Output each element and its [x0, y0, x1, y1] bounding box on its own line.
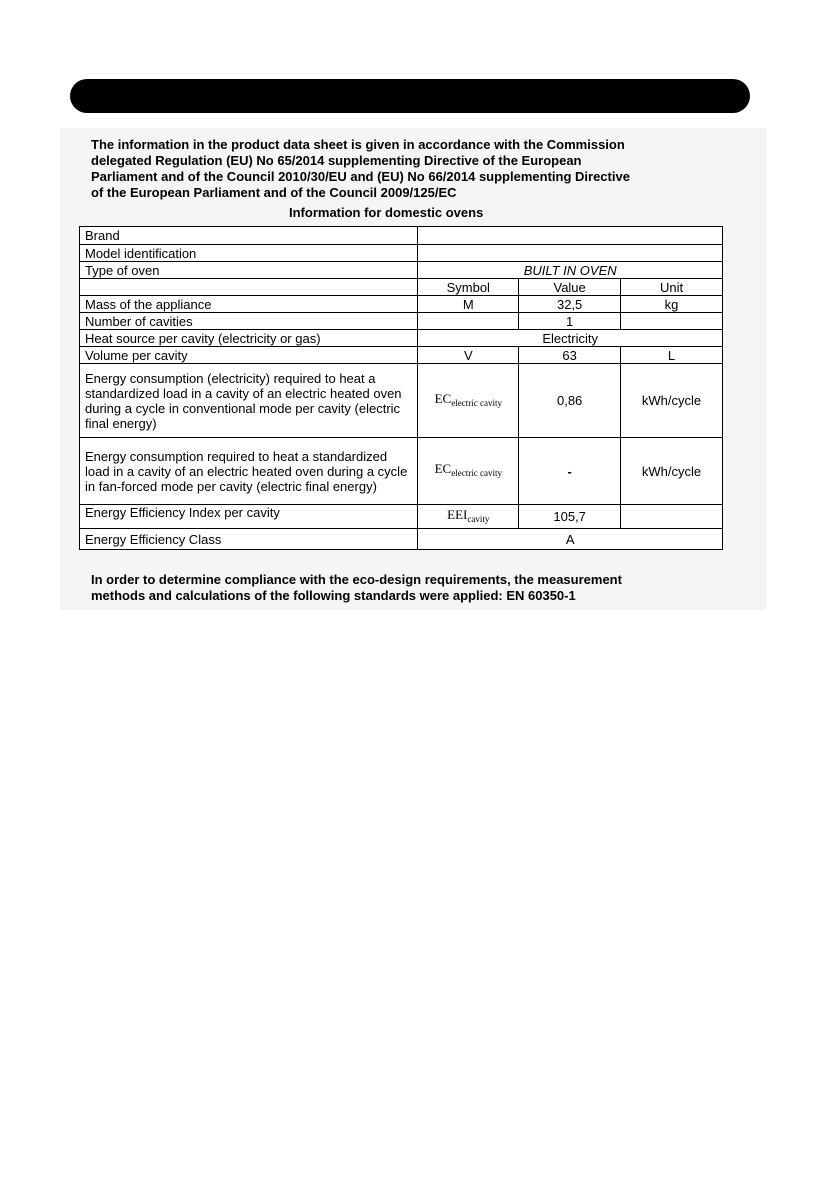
symbol-sub: cavity: [467, 513, 490, 524]
intro-text: [91, 137, 731, 201]
symbol-main: EC: [434, 390, 452, 406]
brand-label: Brand: [80, 227, 418, 245]
model-value: [418, 245, 723, 262]
ec-conventional-value: 0,86: [519, 364, 621, 438]
footer-text: [91, 572, 622, 604]
intro-line: The information in the product data sheet is given in accordance with the Commission: [91, 137, 625, 152]
volume-unit: L: [621, 347, 723, 364]
table-row: [80, 505, 723, 529]
symbol-main: EC: [434, 461, 452, 476]
table-row: [80, 529, 723, 550]
intro-line: delegated Regulation (EU) No 65/2014 supplementing Directive of the European: [91, 153, 582, 168]
header-bar: [70, 79, 750, 113]
eei-label: Energy Efficiency Index per cavity: [80, 505, 418, 529]
symbol-sub: electric cavity: [451, 397, 502, 408]
table-subtitle: Information for domestic ovens: [289, 205, 484, 220]
footer-line: methods and calculations of the following standards were applied: EN 60350-1: [91, 588, 576, 603]
volume-label: Volume per cavity: [80, 347, 418, 364]
table-row: [80, 296, 723, 313]
mass-value: 32,5: [519, 296, 621, 313]
table-row: [80, 347, 723, 364]
eei-symbol: [418, 505, 519, 529]
brand-value: [418, 227, 723, 245]
ec-fan-symbol: [418, 438, 519, 505]
volume-symbol: V: [418, 347, 519, 364]
ec-conventional-label: Energy consumption (electricity) required to heat a standardized load in a cavity of an electric heated oven during a cycle in conventional mode per cavity (electric final energy): [80, 364, 418, 438]
table-row: [80, 262, 723, 279]
intro-line: Parliament and of the Council 2010/30/EU and (EU) No 66/2014 supplementing Directive: [91, 169, 630, 184]
ec-fan-label: Energy consumption required to heat a standardized load in a cavity of an electric heated oven during a cycle in fan-forced mode per cavity (electric final energy): [80, 438, 418, 505]
table-row: [80, 330, 723, 347]
table-row: [80, 313, 723, 330]
intro-line: of the European Parliament and of the Council 2009/125/EC: [91, 185, 457, 200]
oven-spec-table: [79, 226, 723, 550]
type-label: Type of oven: [80, 262, 418, 279]
eei-value: 105,7: [519, 505, 621, 529]
table-row: [80, 227, 723, 245]
cavities-value: 1: [519, 313, 621, 330]
ec-fan-unit: kWh/cycle: [621, 438, 723, 505]
cavities-unit: [621, 313, 723, 330]
eei-unit: [621, 505, 723, 529]
table-row: [80, 438, 723, 505]
type-value: BUILT IN OVEN: [418, 262, 723, 279]
cavities-label: Number of cavities: [80, 313, 418, 330]
ec-conventional-symbol: [418, 364, 519, 438]
class-value: A: [418, 529, 723, 550]
heat-source-value: Electricity: [418, 330, 723, 347]
col-value: Value: [519, 279, 621, 296]
mass-label: Mass of the appliance: [80, 296, 418, 313]
heat-source-label: Heat source per cavity (electricity or gas): [80, 330, 418, 347]
table-header-row: [80, 279, 723, 296]
table-row: [80, 364, 723, 438]
col-symbol: Symbol: [418, 279, 519, 296]
symbol-main: EEI: [447, 506, 468, 522]
class-label: Energy Efficiency Class: [80, 529, 418, 550]
mass-unit: kg: [621, 296, 723, 313]
model-label: Model identification: [80, 245, 418, 262]
col-unit: Unit: [621, 279, 723, 296]
symbol-sub: electric cavity: [451, 468, 502, 478]
volume-value: 63: [519, 347, 621, 364]
cavities-symbol: [418, 313, 519, 330]
mass-symbol: M: [418, 296, 519, 313]
ec-conventional-unit: kWh/cycle: [621, 364, 723, 438]
footer-line: In order to determine compliance with the eco-design requirements, the measurement: [91, 572, 622, 587]
empty-cell: [80, 279, 418, 296]
table-row: [80, 245, 723, 262]
ec-fan-value: -: [519, 438, 621, 505]
